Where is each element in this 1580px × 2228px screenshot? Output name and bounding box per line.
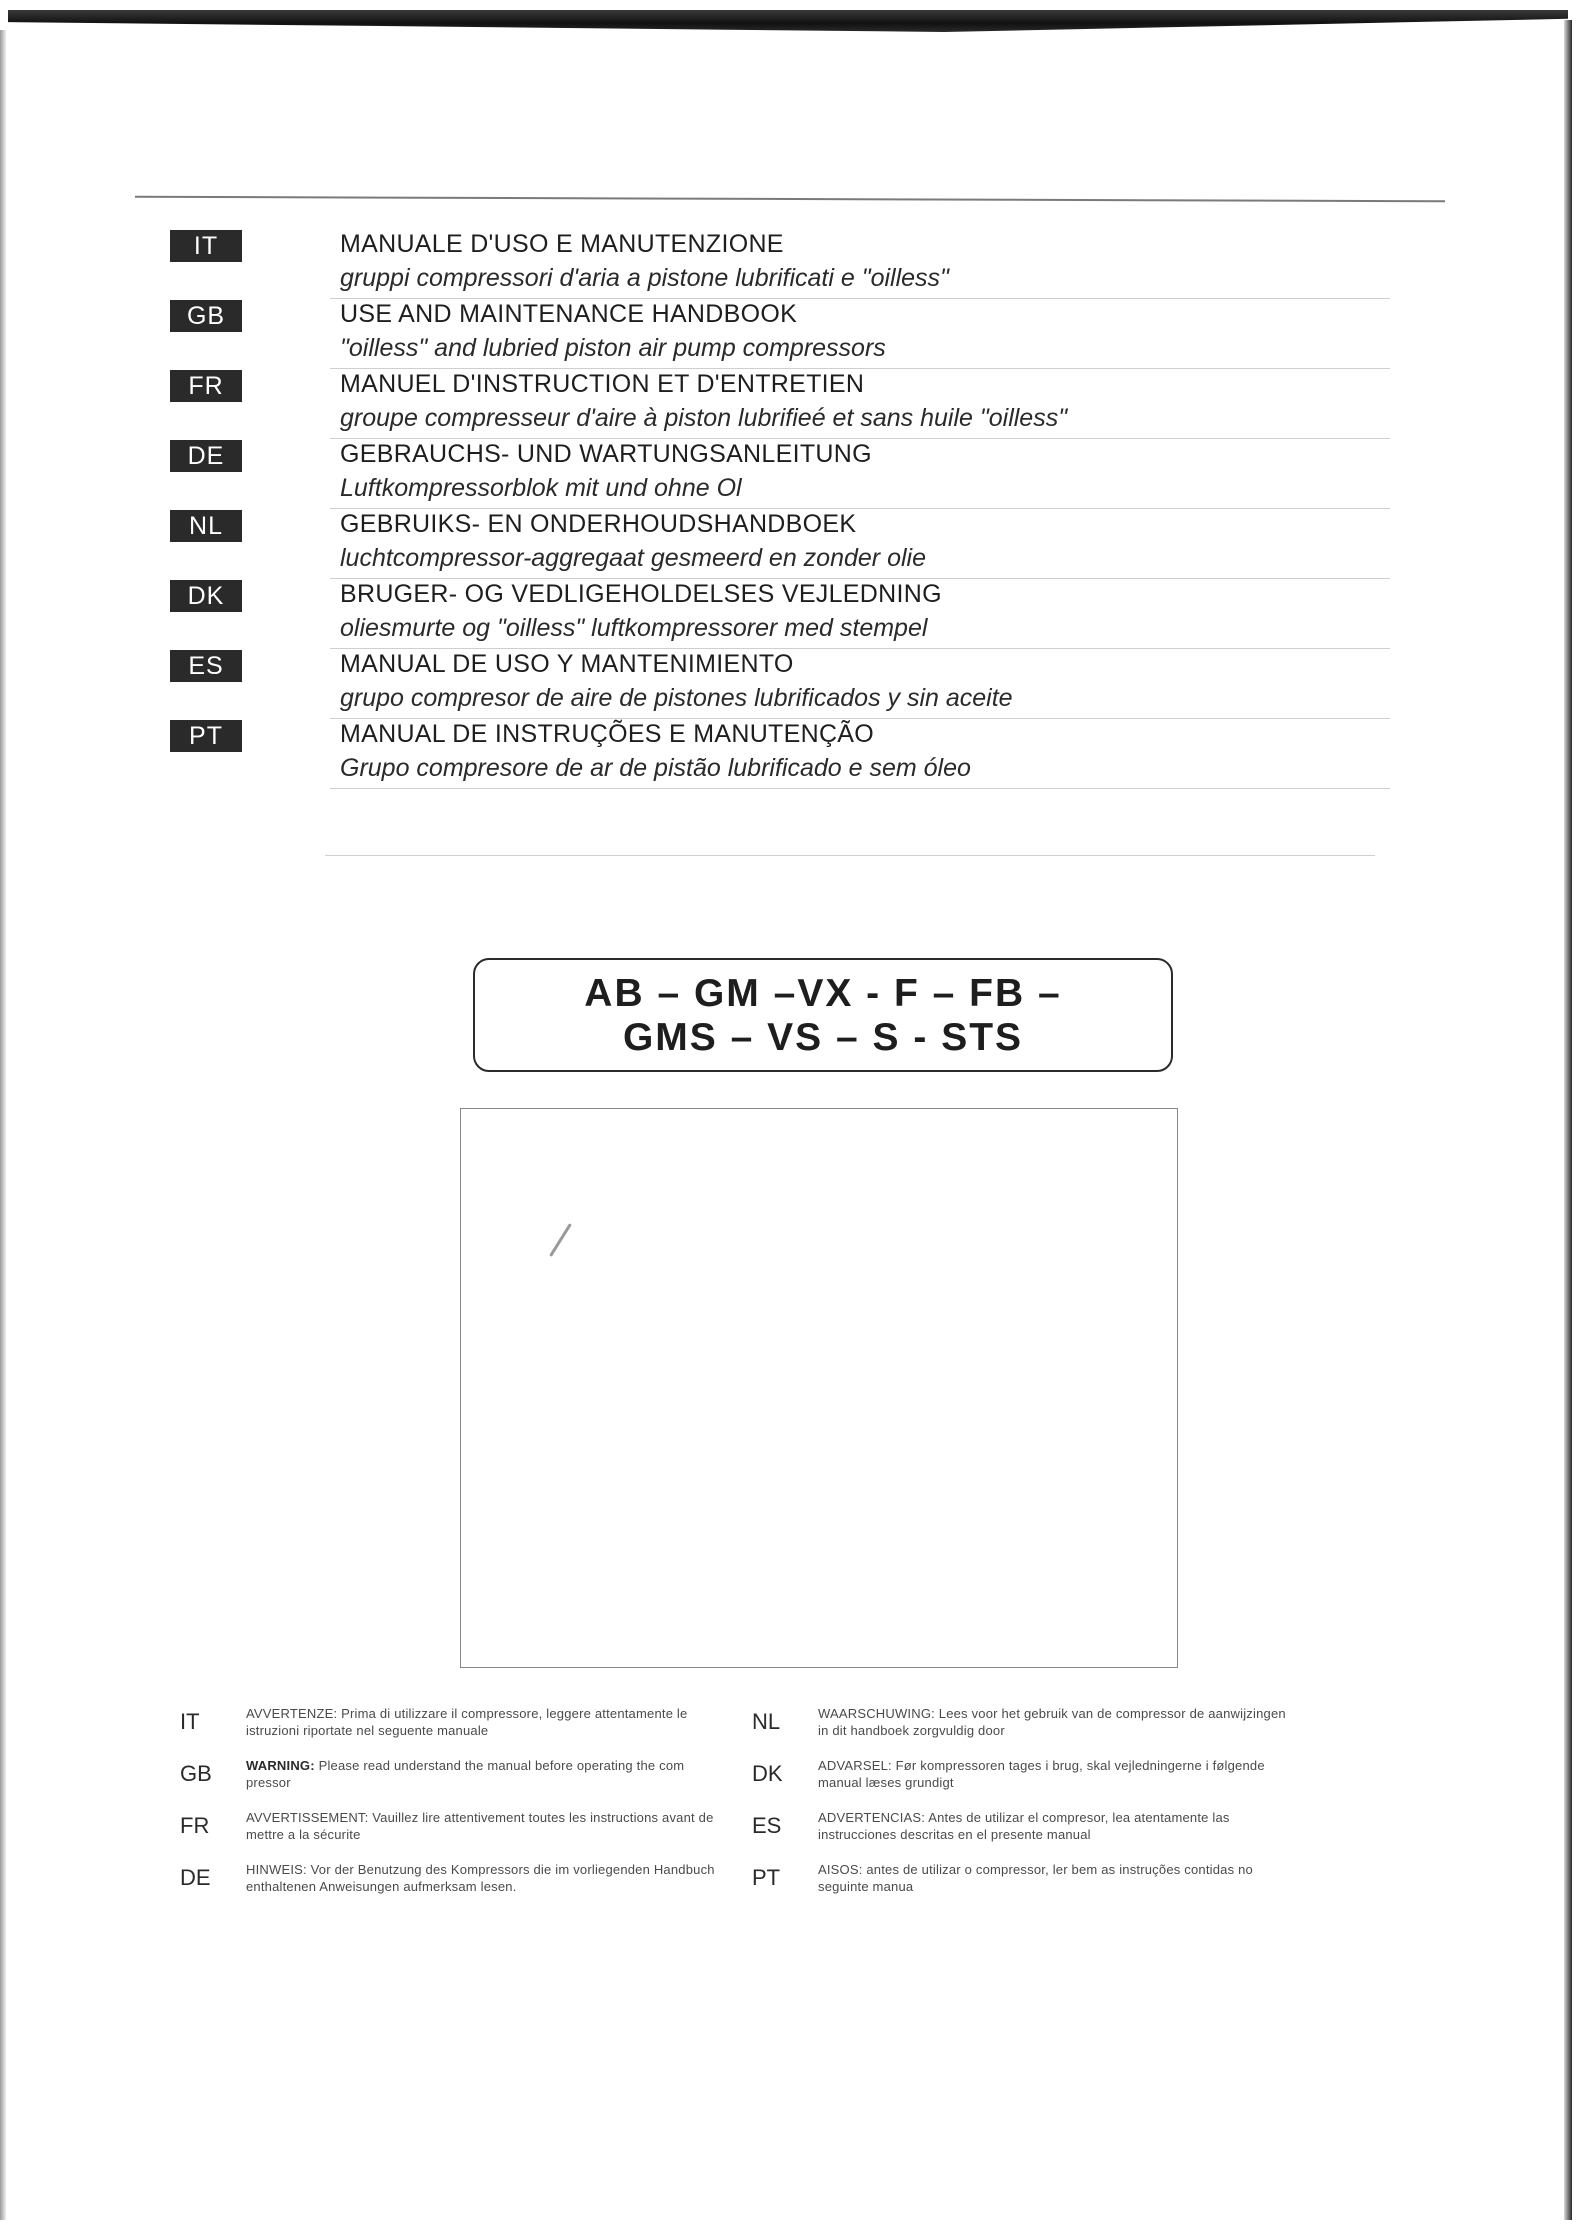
warning-label: WAARSCHUWING:	[818, 1706, 935, 1721]
language-badge: DK	[170, 580, 242, 612]
manual-subtitle: luchtcompressor-aggregaat gesmeerd en zonder olie	[340, 544, 926, 572]
warning-language-code: DK	[752, 1761, 783, 1786]
manual-title: GEBRUIKS- EN ONDERHOUDSHANDBOEK	[340, 510, 857, 538]
language-row-de	[170, 440, 1390, 510]
warning-fr	[180, 1809, 740, 1861]
warning-text	[246, 1861, 716, 1895]
warning-language-code: NL	[752, 1709, 781, 1734]
warning-text	[818, 1757, 1288, 1791]
warning-it	[180, 1705, 740, 1757]
language-badge: DE	[170, 440, 242, 472]
warning-text	[246, 1705, 716, 1739]
model-line-1: AB – GM –VX - F – FB –	[584, 972, 1062, 1015]
warning-es	[752, 1809, 1312, 1861]
warning-de	[180, 1861, 740, 1925]
warning-language-code: DE	[180, 1865, 211, 1890]
warning-nl	[752, 1705, 1312, 1757]
warning-text	[818, 1809, 1288, 1843]
language-row-gb	[170, 300, 1390, 370]
language-badge: ES	[170, 650, 242, 682]
warning-text	[818, 1705, 1288, 1739]
warning-language-code: GB	[180, 1761, 212, 1786]
manual-subtitle: Grupo compresore de ar de pistão lubrificado e sem óleo	[340, 754, 971, 782]
manual-subtitle: groupe compresseur d'aire à piston lubrifieé et sans huile "oilless"	[340, 404, 1068, 432]
section-divider	[325, 855, 1375, 856]
scan-edge-top	[8, 10, 1568, 32]
warning-label: AVVERTENZE:	[246, 1706, 338, 1721]
warning-gb	[180, 1757, 740, 1809]
top-divider	[135, 196, 1445, 203]
warning-text	[818, 1861, 1288, 1895]
warning-language-code: FR	[180, 1813, 210, 1838]
warning-body: Please read understand the manual before operating the com pressor	[246, 1758, 685, 1790]
manual-title: MANUAL DE USO Y MANTENIMIENTO	[340, 650, 794, 678]
scan-mark	[549, 1223, 572, 1257]
manual-title: MANUALE D'USO E MANUTENZIONE	[340, 230, 784, 258]
warning-body: Prima di utilizzare il compressore, leggere attentamente le istruzioni riportate nel seguente manuale	[246, 1706, 688, 1738]
language-row-nl	[170, 510, 1390, 580]
warning-body: Før kompressoren tages i brug, skal vejledningerne i følgende manual læses grundigt	[818, 1758, 1265, 1790]
language-row-es	[170, 650, 1390, 720]
product-image-placeholder	[460, 1108, 1178, 1668]
language-title-list	[170, 230, 1390, 790]
warning-text	[246, 1757, 716, 1791]
warnings-column-left	[180, 1705, 740, 1925]
warning-body: Vauillez lire attentivement toutes les instructions avant de mettre a la sécurite	[246, 1810, 714, 1842]
warning-language-code: IT	[180, 1709, 200, 1734]
warning-label: WARNING:	[246, 1758, 315, 1773]
warning-dk	[752, 1757, 1312, 1809]
row-divider	[330, 788, 1390, 789]
warning-language-code: PT	[752, 1865, 781, 1890]
warnings-column-right	[752, 1705, 1312, 1913]
manual-subtitle: Luftkompressorblok mit und ohne Ol	[340, 474, 742, 502]
language-badge: PT	[170, 720, 242, 752]
scan-edge-right	[1564, 20, 1572, 2220]
manual-title: BRUGER- OG VEDLIGEHOLDELSES VEJLEDNING	[340, 580, 942, 608]
model-list-box	[473, 958, 1173, 1072]
warning-body: antes de utilizar o compressor, ler bem as instruções contidas no seguinte manua	[818, 1862, 1253, 1894]
warning-body: Antes de utilizar el compresor, lea atentamente las instrucciones descritas en el presente manual	[818, 1810, 1230, 1842]
model-line-2: GMS – VS – S - STS	[622, 1016, 1024, 1059]
manual-title: GEBRAUCHS- UND WARTUNGSANLEITUNG	[340, 440, 872, 468]
language-badge: NL	[170, 510, 242, 542]
warning-label: ADVERTENCIAS:	[818, 1810, 926, 1825]
warning-label: ADVARSEL:	[818, 1758, 892, 1773]
language-badge: FR	[170, 370, 242, 402]
language-row-fr	[170, 370, 1390, 440]
scan-edge-left	[0, 30, 6, 2220]
manual-subtitle: "oilless" and lubried piston air pump compressors	[340, 334, 886, 362]
manual-title: MANUEL D'INSTRUCTION ET D'ENTRETIEN	[340, 370, 865, 398]
warning-body: Lees voor het gebruik van de compressor de aanwijzingen in dit handboek zorgvuldig door	[818, 1706, 1286, 1738]
warning-language-code: ES	[752, 1813, 782, 1838]
manual-title: USE AND MAINTENANCE HANDBOOK	[340, 300, 798, 328]
language-badge: IT	[170, 230, 242, 262]
warning-text	[246, 1809, 716, 1843]
manual-title: MANUAL DE INSTRUÇÕES E MANUTENÇÃO	[340, 720, 875, 748]
manual-subtitle: gruppi compressori d'aria a pistone lubrificati e "oilless"	[340, 264, 949, 292]
language-row-dk	[170, 580, 1390, 650]
warning-label: HINWEIS:	[246, 1862, 307, 1877]
language-badge: GB	[170, 300, 242, 332]
warning-label: AISOS:	[818, 1862, 863, 1877]
manual-subtitle: oliesmurte og "oilless" luftkompressorer med stempel	[340, 614, 928, 642]
warning-pt	[752, 1861, 1312, 1913]
manual-subtitle: grupo compresor de aire de pistones lubrificados y sin aceite	[340, 684, 1013, 712]
language-row-it	[170, 230, 1390, 300]
warning-body: Vor der Benutzung des Kompressors die im vorliegenden Handbuch enthaltenen Anweisungen aufmerksam lesen.	[246, 1862, 715, 1894]
warning-label: AVVERTISSEMENT:	[246, 1810, 369, 1825]
language-row-pt	[170, 720, 1390, 790]
